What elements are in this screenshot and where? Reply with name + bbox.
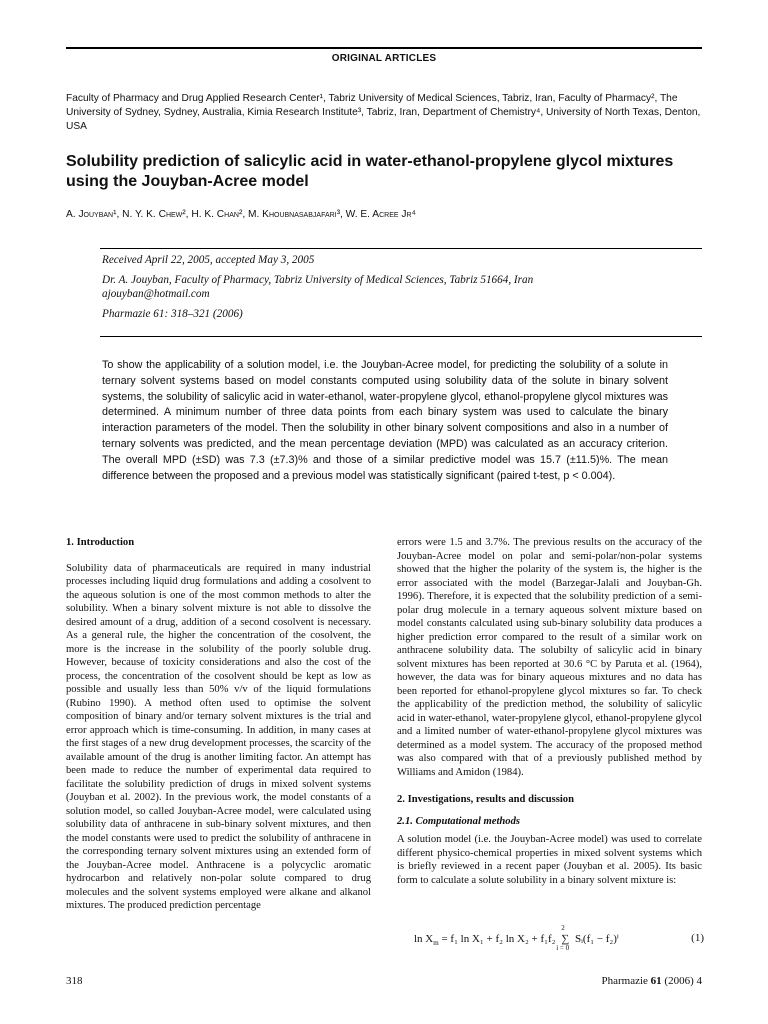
equation-lhs: ln X	[414, 933, 434, 945]
section2-text: A solution model (i.e. the Jouyban-Acree model) was used to correlate different physico-chemical properties in mixed solvent systems which is briefly reviewed in a recent paper (Jouyban et al. 2005). Its basic form to calculate a solute solubility in a binary solvent mixture is:	[397, 834, 702, 886]
info-rule-top	[100, 248, 702, 249]
journal-footer	[601, 975, 702, 987]
equation-1	[414, 924, 704, 952]
journal-volume: 61	[650, 975, 662, 987]
sum-upper: 2	[561, 924, 565, 932]
article-info	[102, 253, 702, 327]
summation-symbol: ∑ 2 i = 0	[556, 924, 570, 952]
info-rule-bottom	[100, 336, 702, 337]
sum-lower: i = 0	[556, 944, 570, 952]
intro-text-part2: errors were 1.5 and 3.7%. The previous results on the accuracy of the Jouyban-Acree model on polar and semi-polar/non-polar systems showed that the higher the polarity of the system is, the higher is the error associated with the model (Barzegar-Jalali and Jouyban-Gh. 1996). Therefore, it is expected that the solubility prediction of a semi-polar drug molecule in a ternary aqueous solvent mixture based on model constants calculated using sub-binary solubility data produces a higher prediction error compared to the result of a similar work on anthracene solubility data. The solubilty of salicylic acid in binary solvent mixtures has been reported at 30.6 °C by Paruta et al. (1964), however, the data was for binary aqueous mixtures and no data has been reported for ethanol-propylene glycol mixtures so far. To check the applicability of the prediction method, the solubility of salicylic acid in water-ethanol, water-propylene glycol, ethanol-propylene glycol and a limited number of water-ethanol-propylene glycol mixtures was determined as a model system. The accuracy of the proposed method was also compared with that of a previously published method by Williams and Amidon (1984).	[397, 537, 702, 778]
section2-heading: 2. Investigations, results and discussion	[397, 794, 575, 805]
journal-issue: (2006) 4	[664, 975, 702, 987]
page-number: 318	[66, 975, 83, 987]
section2-subheading: 2.1. Computational methods	[397, 815, 521, 827]
correspondence: Dr. A. Jouyban, Faculty of Pharmacy, Tabriz University of Medical Sciences, Tabriz 51664, Iran	[102, 274, 534, 286]
journal-name: Pharmazie	[601, 975, 648, 987]
column-right	[397, 536, 702, 887]
author-list: A. Jouyban¹, N. Y. K. Chew², H. K. Chan², M. Khoubnasabjafari³, W. E. Acree Jr⁴	[66, 209, 416, 220]
received-dates: Received April 22, 2005, accepted May 3, 2005	[102, 254, 315, 266]
section-label: ORIGINAL ARTICLES	[331, 53, 437, 64]
equation-number: (1)	[691, 932, 704, 944]
abstract: To show the applicability of a solution model, i.e. the Jouyban-Acree model, for predicting the solubility of a solute in ternary solvent systems based on model constants computed using solubility data of the solute in binary solvent systems, the solubility of salicylic acid in water-ethanol, water-propylene glycol, ethanol-propylene glycol mixtures was determined. A minimum number of three data points from each binary system was used to calculate the binary interaction parameters of the model. Then the solubility in other binary solvent compositions and also in a number of ternary solvents was predicted, and the mean percentage deviation (MPD) was calculated as an accuracy criterion. The overall MPD (±SD) was 7.3 (±7.3)% and those of a similar predictive model was 15.7 (±11.5)%. The mean difference between the proposed and a previous model was statistically significant (paired t-test, p < 0.004).	[102, 359, 668, 482]
authors	[66, 209, 416, 220]
column-left	[66, 536, 371, 913]
header-rule	[66, 47, 702, 49]
intro-text-part1: Solubility data of pharmaceuticals are required in many industrial processes including liquid drug formulations and adding a cosolvent to the aqueous solution is one of the most common methods to alter the solubility. When a binary solvent mixture is not able to dissolve the desired amount of a drug, addition of a second cosolvent is necessary. As a general rule, the higher the concentration of the cosolvent, the more is the increase in the solubility of the poorly soluble drug. However, because of toxicity considerations and also the cost of the process, the concentration of the cosolvent should be kept as low as possible and usually less than 50% v/v of the liquid formulations (Rubino 1990). A method often used to optimise the solvent composition of binary and/or ternary solvent mixtures is the trial and error approach which is time-consuming. In addition, in many cases at the first stages of a new drug development processes, the scarcity of the available amount of the drug is another limiting factor. An attempt has been made to reduce the number of experimental data required to facilitate the solubility prediction of drugs in mixed solvent systems (Jouyban et al. 2002). In the previous work, the model constants of a solution model, so called Jouyban-Acree model, were calculated using solubility data of anthracene in sub-binary solvent mixtures, and then the model constants were used to predict the solubility of anthracene in the corresponding ternary solvent mixtures using an extended form of the Jouyban-Acree model. Anthracene is a polycyclic aromatic hydrocarbon and relatively non-polar solute compared to drug molecules and the solvent systems employed were alkane and alkanol mixtures. The produced prediction percentage	[66, 562, 371, 911]
equation-term: Sᵢ(f₁ − f₂)ⁱ	[574, 933, 619, 945]
intro-heading: 1. Introduction	[66, 537, 135, 548]
equation-lhs-sub: m	[433, 939, 439, 948]
affiliations: Faculty of Pharmacy and Drug Applied Research Center¹, Tabriz University of Medical Sciences, Tabriz, Iran, Faculty of Pharmacy², The University of Sydney, Sydney, Australia, Kimia Research Institute³, Tabriz, Iran, Department of Chemistry⁴, University of North Texas, Denton, USA	[66, 93, 701, 132]
email-link[interactable]: ajouyban@hotmail.com	[102, 288, 210, 300]
equation-rhs: = f₁ ln X₁ + f₂ ln X₂ + f₁f₂	[441, 933, 556, 945]
citation: Pharmazie 61: 318–321 (2006)	[102, 308, 243, 320]
article-title: Solubility prediction of salicylic acid in water-ethanol-propylene glycol mixtures using the Jouyban-Acree model	[66, 153, 674, 190]
